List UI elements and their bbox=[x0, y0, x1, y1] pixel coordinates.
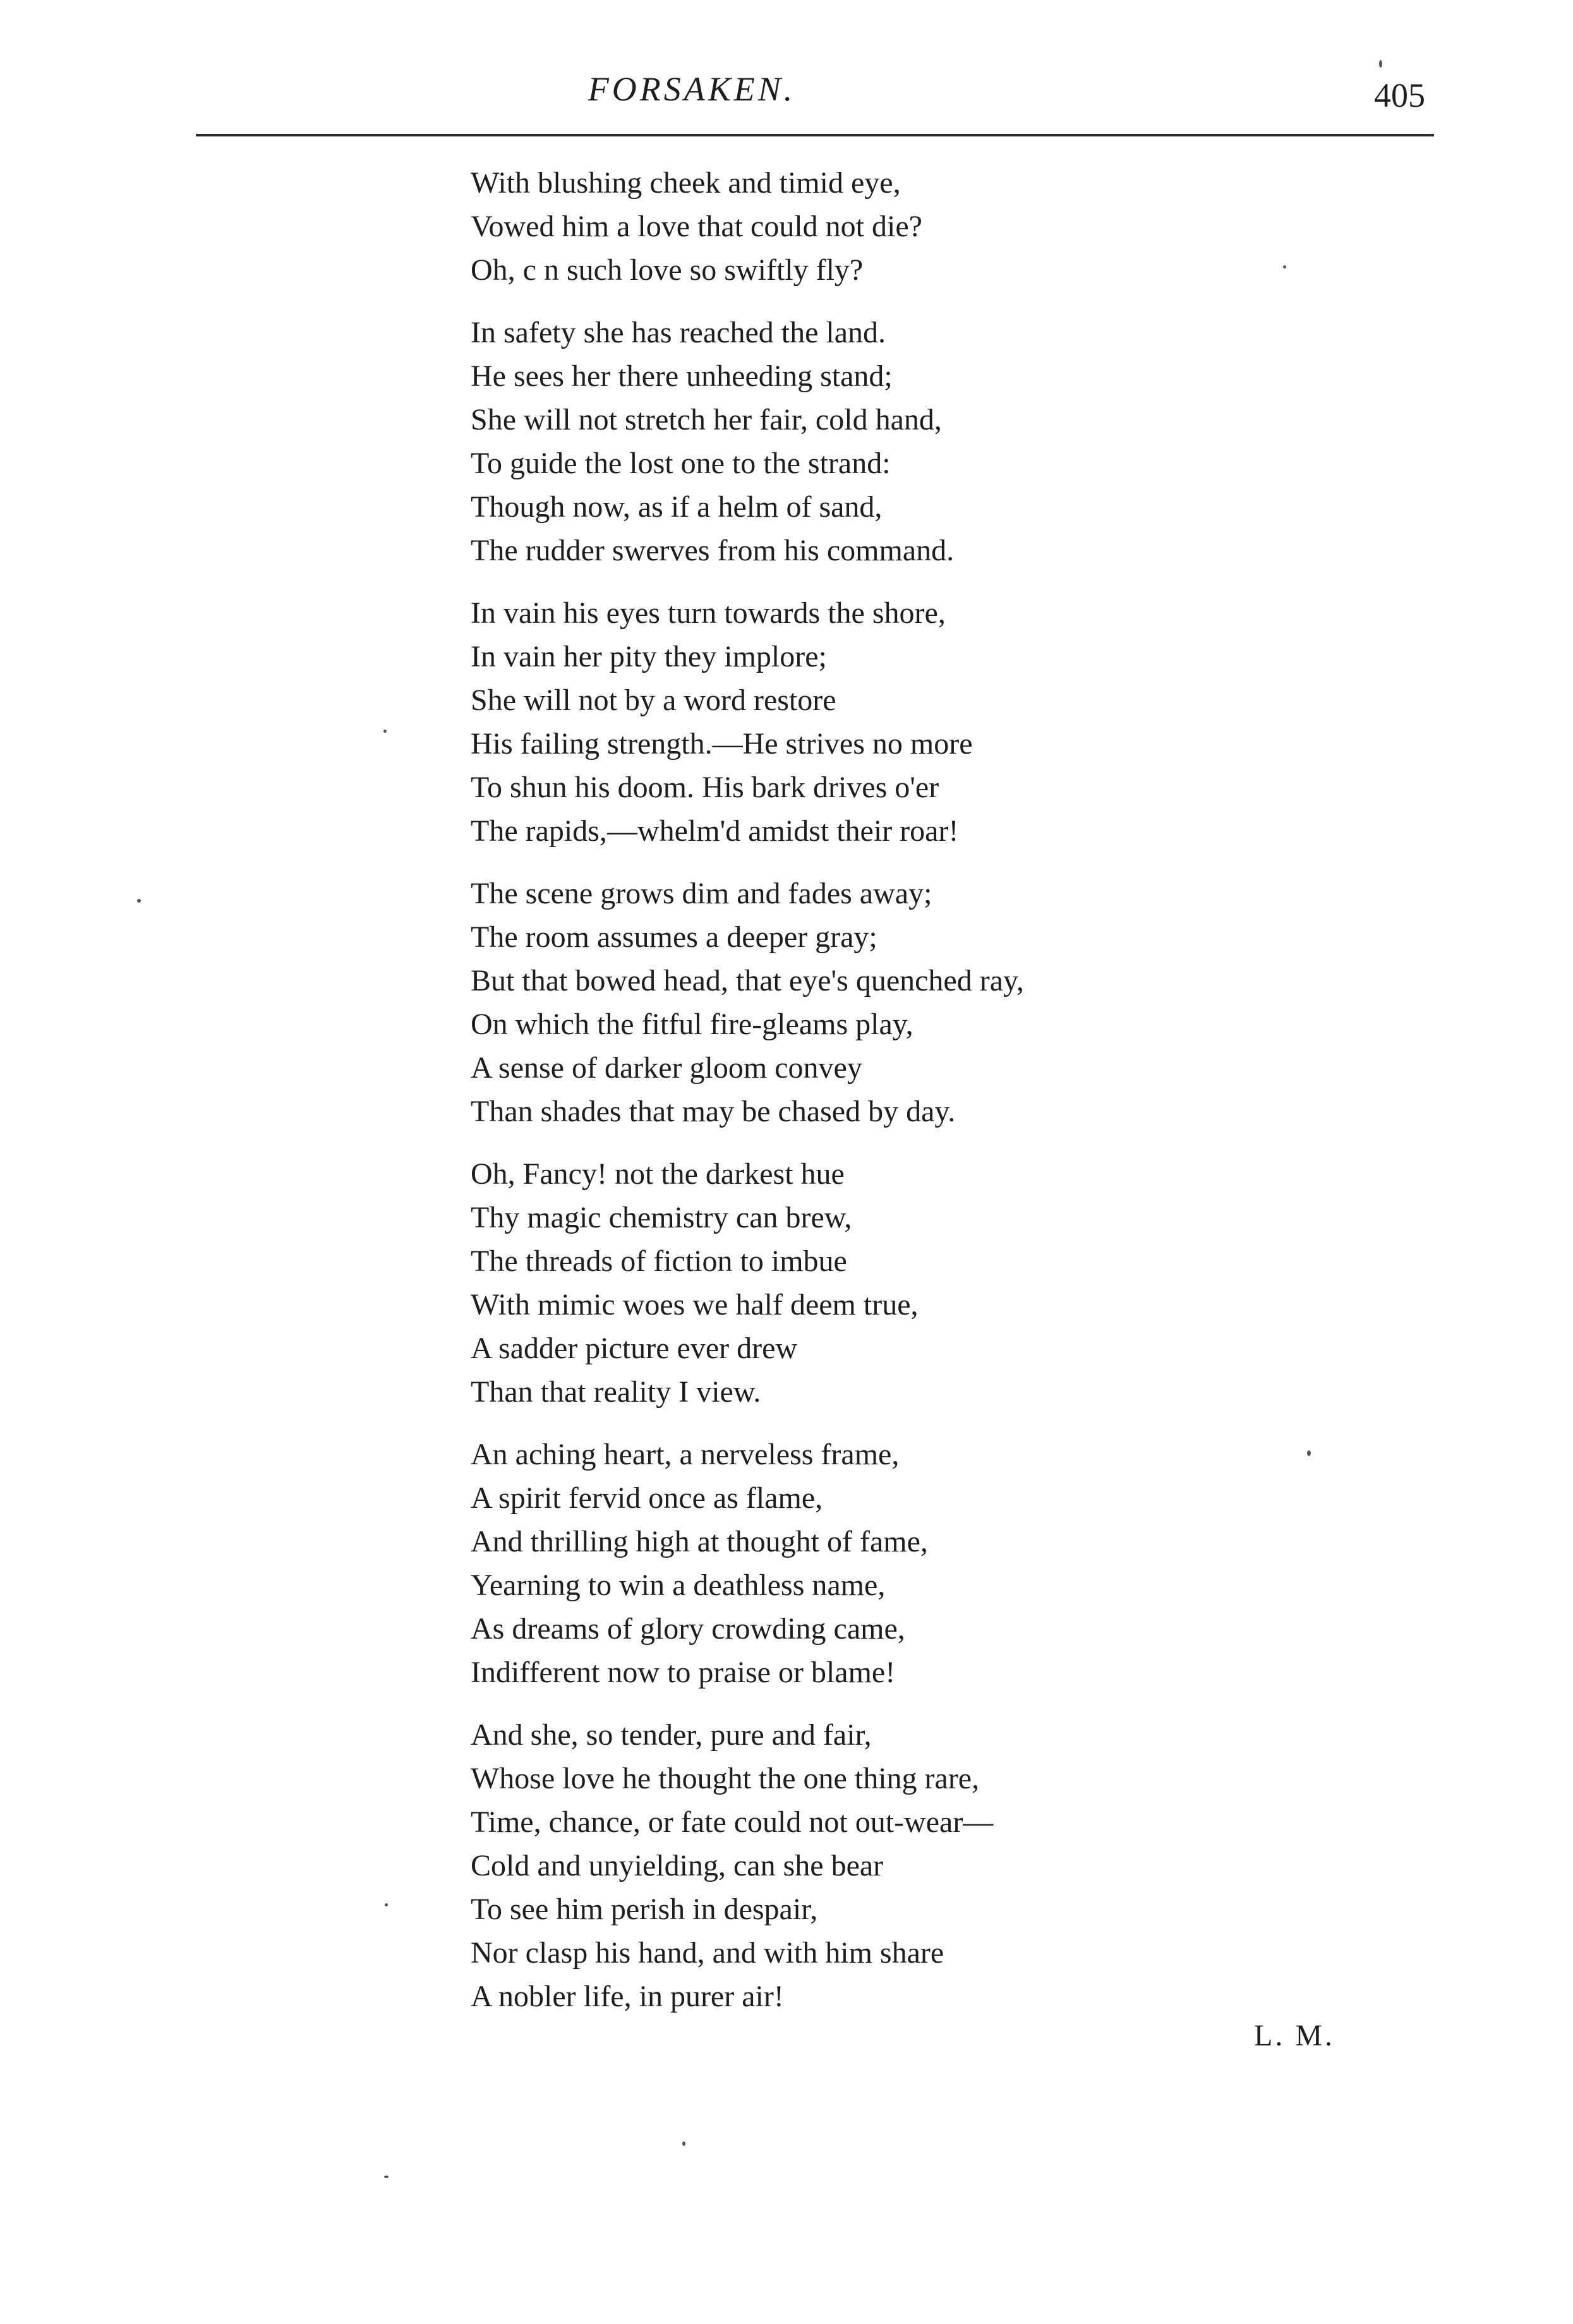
stanza bbox=[471, 1152, 1292, 1414]
stanza bbox=[471, 872, 1292, 1133]
verse-line: A sadder picture ever drew bbox=[471, 1332, 798, 1365]
verse-line: Oh, Fancy! not the darkest hue bbox=[471, 1157, 845, 1191]
scan-speck bbox=[137, 899, 141, 903]
verse-line: Indifferent now to praise or blame! bbox=[471, 1656, 896, 1689]
verse-line: Yearning to win a deathless name, bbox=[471, 1568, 886, 1602]
verse-line: To see him perish in despair, bbox=[471, 1893, 818, 1926]
scan-speck bbox=[383, 730, 387, 733]
scan-speck bbox=[384, 2176, 389, 2178]
verse-line: His failing strength.—He strives no more bbox=[471, 727, 973, 761]
verse-line: He sees her there unheeding stand; bbox=[471, 359, 893, 393]
verse-line: And thrilling high at thought of fame, bbox=[471, 1525, 928, 1558]
page-number: 405 bbox=[1374, 76, 1425, 114]
stanza bbox=[471, 591, 1292, 853]
stanza bbox=[471, 311, 1292, 572]
verse-line: An aching heart, a nerveless frame, bbox=[471, 1438, 900, 1471]
verse-line: Though now, as if a helm of sand, bbox=[471, 490, 883, 524]
verse-line: Oh, c n such love so swiftly fly? bbox=[471, 253, 864, 287]
verse-line: Nor clasp his hand, and with him share bbox=[471, 1936, 944, 1970]
verse-line: Thy magic chemistry can brew, bbox=[471, 1201, 852, 1234]
author-signature: L. M. bbox=[1254, 2019, 1335, 2052]
verse-line: Vowed him a love that could not die? bbox=[471, 210, 922, 243]
verse-line: And she, so tender, pure and fair, bbox=[471, 1718, 872, 1752]
verse-line: To guide the lost one to the strand: bbox=[471, 447, 891, 480]
verse-line: The threads of fiction to imbue bbox=[471, 1244, 847, 1278]
verse-line: The rapids,—whelm'd amidst their roar! bbox=[471, 814, 959, 848]
verse-line: On which the fitful fire-gleams play, bbox=[471, 1008, 913, 1041]
verse-line: A nobler life, in purer air! bbox=[471, 1980, 784, 2013]
verse-line: In vain her pity they implore; bbox=[471, 640, 827, 673]
verse-line: With mimic woes we half deem true, bbox=[471, 1288, 919, 1322]
verse-line: As dreams of glory crowding came, bbox=[471, 1612, 905, 1646]
verse-line: A sense of darker gloom convey bbox=[471, 1051, 862, 1085]
verse-line: To shun his doom. His bark drives o'er bbox=[471, 771, 939, 804]
verse-line: Than shades that may be chased by day. bbox=[471, 1095, 956, 1128]
scan-speck bbox=[682, 2141, 685, 2146]
verse-line: The scene grows dim and fades away; bbox=[471, 877, 932, 910]
poem-body bbox=[471, 161, 1292, 2037]
header-rule bbox=[196, 134, 1434, 136]
verse-line: In safety she has reached the land. bbox=[471, 316, 886, 349]
scan-speck bbox=[1307, 1450, 1311, 1456]
verse-line: With blushing cheek and timid eye, bbox=[471, 166, 901, 200]
stanza bbox=[471, 1713, 1292, 2018]
verse-line: But that bowed head, that eye's quenched ray, bbox=[471, 964, 1024, 997]
verse-line: A spirit fervid once as flame, bbox=[471, 1481, 823, 1515]
stanza bbox=[471, 161, 1292, 292]
verse-line: She will not by a word restore bbox=[471, 683, 836, 717]
scan-speck bbox=[385, 1903, 388, 1906]
verse-line: The rudder swerves from his command. bbox=[471, 534, 955, 567]
scan-speck bbox=[1283, 265, 1286, 268]
scan-speck bbox=[1379, 60, 1382, 68]
verse-line: Than that reality I view. bbox=[471, 1375, 761, 1409]
verse-line: Whose love he thought the one thing rare, bbox=[471, 1762, 980, 1795]
running-title: FORSAKEN. bbox=[588, 70, 796, 108]
verse-line: Time, chance, or fate could not out-wear— bbox=[471, 1805, 994, 1839]
verse-line: Cold and unyielding, can she bear bbox=[471, 1849, 884, 1882]
stanza bbox=[471, 1433, 1292, 1694]
verse-line: In vain his eyes turn towards the shore, bbox=[471, 596, 946, 630]
verse-line: The room assumes a deeper gray; bbox=[471, 920, 877, 954]
verse-line: She will not stretch her fair, cold hand, bbox=[471, 403, 942, 437]
